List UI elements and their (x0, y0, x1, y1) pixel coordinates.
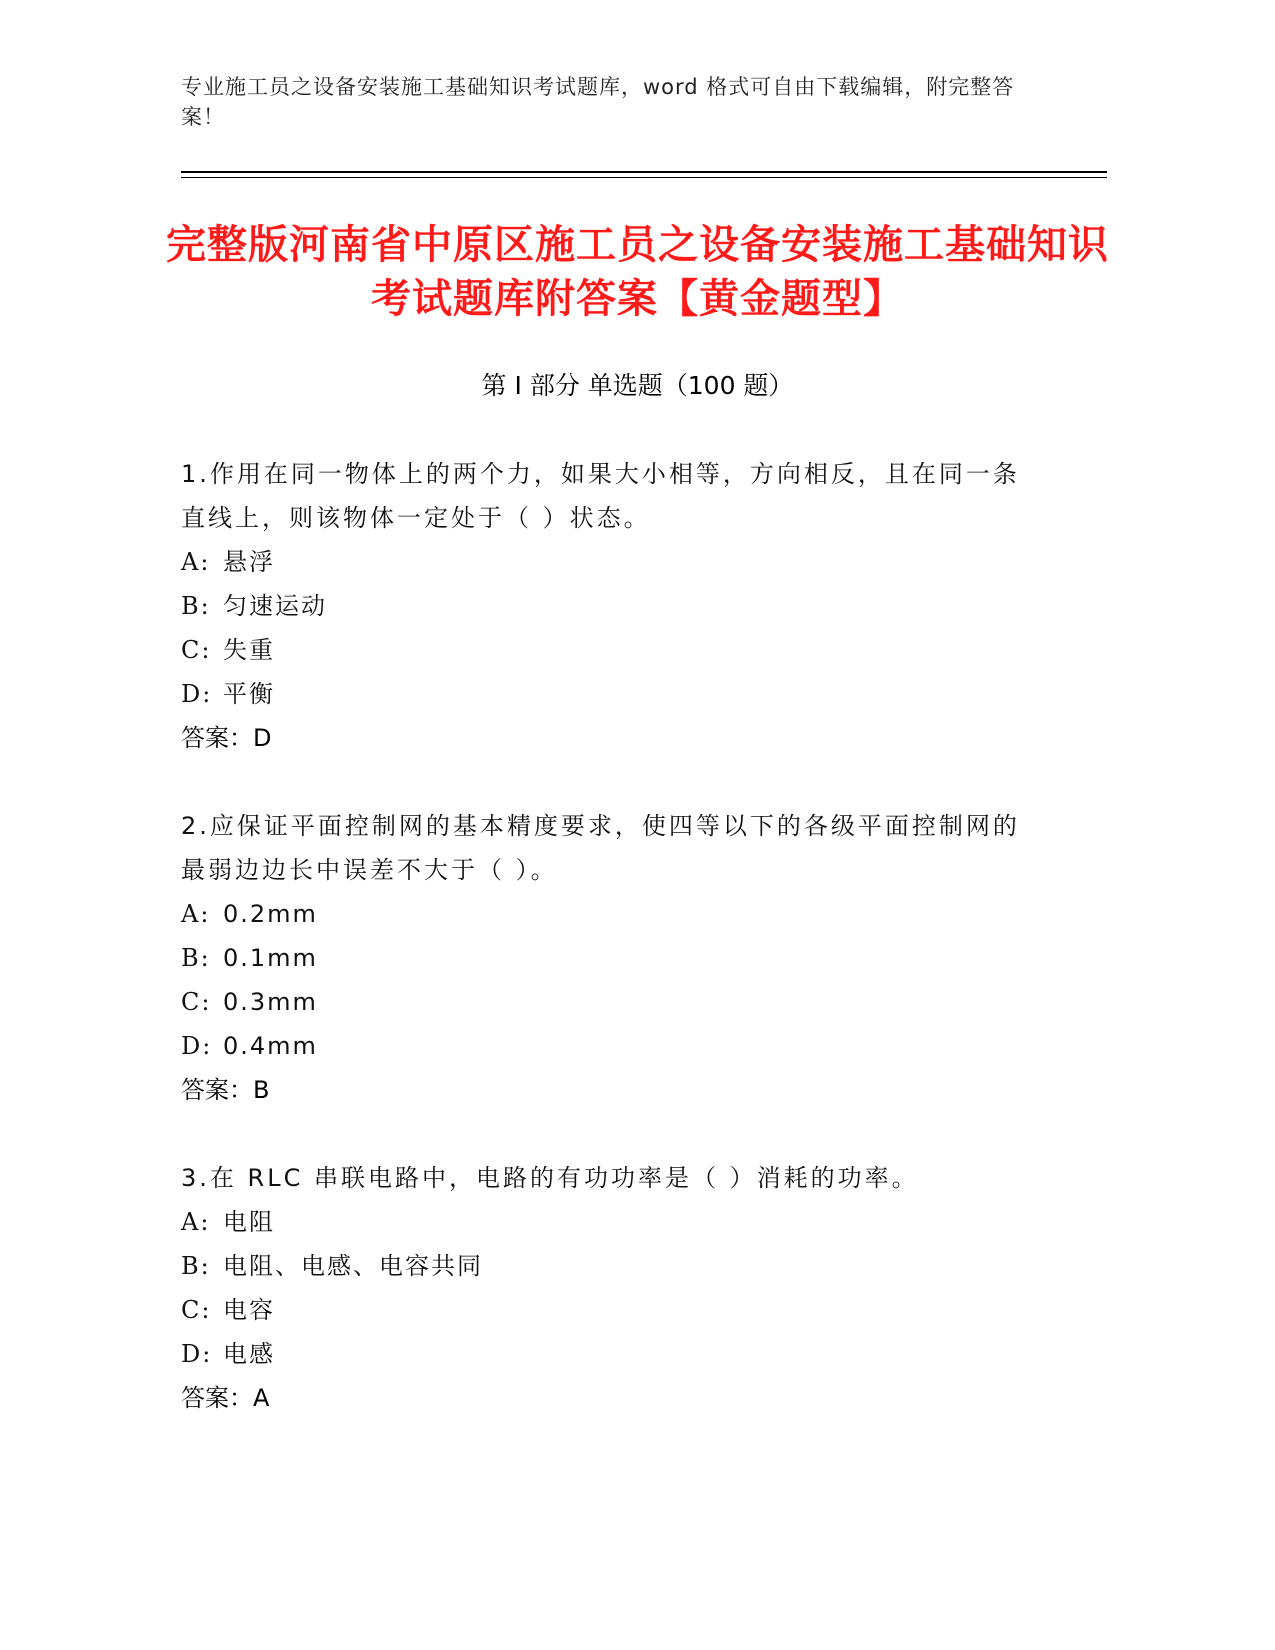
option-key: C: (181, 988, 212, 1016)
header-rule-thick (181, 171, 1107, 173)
question-1 (181, 452, 1041, 760)
option-key: A: (181, 1208, 211, 1236)
option-key: D: (181, 680, 213, 708)
option-key: A: (181, 548, 211, 576)
option-text: 0.2mm (223, 900, 318, 928)
header-note: 专业施工员之设备安装施工基础知识考试题库，word 格式可自由下载编辑，附完整答案！ (181, 75, 1015, 129)
question-list (181, 452, 1041, 1464)
option-key: B: (181, 592, 211, 620)
option-d (181, 1332, 1041, 1376)
question-2 (181, 804, 1041, 1112)
option-a (181, 892, 1041, 936)
option-text: 失重 (223, 636, 275, 664)
document-title: 完整版河南省中原区施工员之设备安装施工基础知识考试题库附答案【黄金题型】 (166, 222, 1109, 322)
option-key: A: (181, 900, 211, 928)
question-3 (181, 1156, 1041, 1420)
option-text: 悬浮 (223, 548, 275, 576)
answer-value: A (253, 1384, 270, 1412)
option-text: 平衡 (223, 680, 275, 708)
option-c (181, 980, 1041, 1024)
question-stem: 2.应保证平面控制网的基本精度要求，使四等以下的各级平面控制网的最弱边边长中误差不大于（ ）。 (181, 812, 1020, 884)
answer-line (181, 1376, 1041, 1420)
answer-label: 答案： (181, 724, 253, 752)
option-key: B: (181, 944, 211, 972)
option-key: D: (181, 1340, 213, 1368)
option-b (181, 584, 1041, 628)
option-key: C: (181, 1296, 212, 1324)
option-key: C: (181, 636, 212, 664)
option-d (181, 1024, 1041, 1068)
option-key: B: (181, 1252, 211, 1280)
answer-value: B (253, 1076, 270, 1104)
option-d (181, 672, 1041, 716)
option-c (181, 628, 1041, 672)
option-text: 电阻、电感、电容共同 (223, 1252, 483, 1280)
option-text: 0.1mm (223, 944, 318, 972)
header-rule-thin (181, 177, 1107, 178)
option-b (181, 936, 1041, 980)
answer-line (181, 716, 1041, 760)
option-key: D: (181, 1032, 213, 1060)
section-heading: 第 I 部分 单选题（100 题） (481, 371, 794, 400)
option-text: 0.3mm (223, 988, 318, 1016)
option-c (181, 1288, 1041, 1332)
option-text: 匀速运动 (223, 592, 327, 620)
option-b (181, 1244, 1041, 1288)
option-a (181, 540, 1041, 584)
question-stem: 3.在 RLC 串联电路中，电路的有功功率是（ ）消耗的功率。 (181, 1164, 919, 1192)
answer-line (181, 1068, 1041, 1112)
answer-label: 答案： (181, 1384, 253, 1412)
option-a (181, 1200, 1041, 1244)
option-text: 电阻 (223, 1208, 275, 1236)
answer-value: D (253, 724, 272, 752)
option-text: 电感 (223, 1340, 275, 1368)
option-text: 0.4mm (223, 1032, 318, 1060)
option-text: 电容 (223, 1296, 275, 1324)
question-stem: 1.作用在同一物体上的两个力，如果大小相等，方向相反，且在同一条直线上，则该物体一定处于（ ）状态。 (181, 460, 1020, 532)
answer-label: 答案： (181, 1076, 253, 1104)
